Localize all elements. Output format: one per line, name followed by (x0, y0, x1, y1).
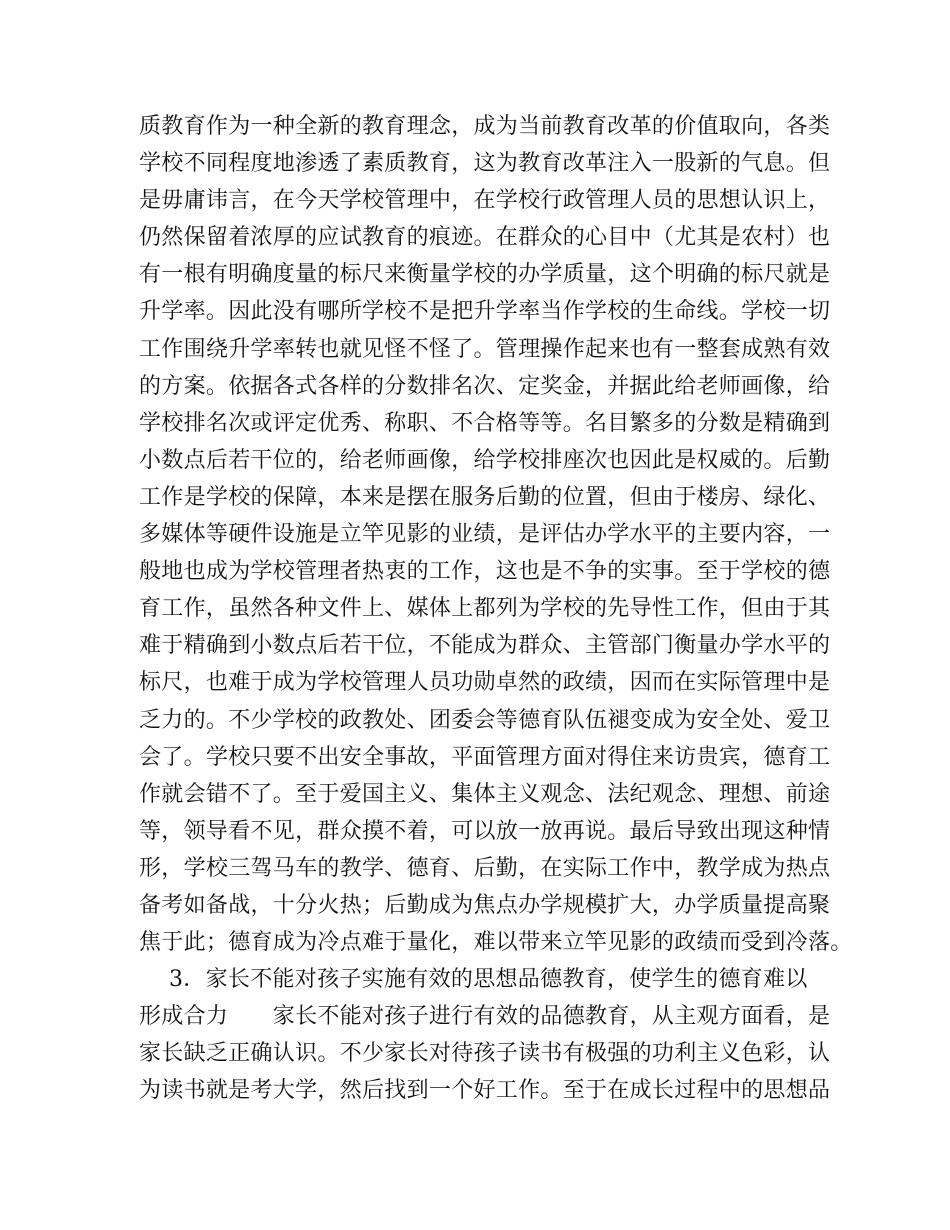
text-line: 多媒体等硬件设施是立竿见影的业绩，是评估办学水平的主要内容，一 (139, 522, 831, 548)
text-line: 乏力的。不少学校的政教处、团委会等德育队伍褪变成为安全处、爱卫 (139, 707, 831, 733)
text-line: 形成合力 家长不能对孩子进行有效的品德教育，从主观方面看，是 (139, 1004, 831, 1030)
text-line: 学校排名次或评定优秀、称职、不合格等等。名目繁多的分数是精确到 (139, 410, 831, 436)
text-line: 备考如备战，十分火热；后勤成为焦点办学规模扩大，办学质量提高聚 (139, 892, 831, 918)
text-line: 形，学校三驾马车的教学、德育、后勤，在实际工作中，教学成为热点 (139, 855, 831, 881)
section-heading-line: 3．家长不能对孩子实施有效的思想品德教育，使学生的德育难以 (169, 967, 808, 993)
body-text (139, 108, 853, 1110)
text-line: 质教育作为一种全新的教育理念，成为当前教育改革的价值取向，各类 (139, 114, 831, 139)
text-line: 的方案。依据各式各样的分数排名次、定奖金，并据此给老师画像，给 (139, 373, 831, 399)
text-line: 仍然保留着浓厚的应试教育的痕迹。在群众的心目中（尤其是农村）也 (139, 225, 831, 251)
text-line: 难于精确到小数点后若干位，不能成为群众、主管部门衡量办学水平的 (139, 633, 831, 659)
text-line: 焦于此；德育成为冷点难于量化，难以带来立竿见影的政绩而受到冷落。 (139, 930, 853, 956)
text-line: 等，领导看不见，群众摸不着，可以放一放再说。最后导致出现这种情 (139, 818, 831, 844)
text-line: 标尺，也难于成为学校管理人员功勋卓然的政绩，因而在实际管理中是 (139, 670, 831, 696)
text-line: 为读书就是考大学，然后找到一个好工作。至于在成长过程中的思想品 (139, 1078, 831, 1104)
text-line: 是毋庸讳言，在今天学校管理中，在学校行政管理人员的思想认识上， (139, 188, 831, 214)
text-line: 小数点后若干位的，给老师画像，给学校排座次也因此是权威的。后勤 (139, 447, 831, 473)
text-line: 工作是学校的保障，本来是摆在服务后勤的位置，但由于楼房、绿化、 (139, 484, 831, 510)
text-line: 会了。学校只要不出安全事故，平面管理方面对得住来访贵宾，德育工 (139, 744, 831, 770)
text-line: 般地也成为学校管理者热衷的工作，这也是不争的实事。至于学校的德 (139, 559, 831, 585)
text-line: 育工作，虽然各种文件上、媒体上都列为学校的先导性工作，但由于其 (139, 596, 831, 622)
text-line: 升学率。因此没有哪所学校不是把升学率当作学校的生命线。学校一切 (139, 299, 831, 325)
text-line: 作就会错不了。至于爱国主义、集体主义观念、法纪观念、理想、前途 (139, 781, 831, 807)
text-line: 学校不同程度地渗透了素质教育，这为教育改革注入一股新的气息。但 (139, 151, 831, 177)
text-line: 有一根有明确度量的标尺来衡量学校的办学质量，这个明确的标尺就是 (139, 262, 831, 288)
text-line: 家长缺乏正确认识。不少家长对待孩子读书有极强的功利主义色彩，认 (139, 1041, 831, 1067)
text-line: 工作围绕升学率转也就见怪不怪了。管理操作起来也有一整套成熟有效 (139, 336, 831, 362)
